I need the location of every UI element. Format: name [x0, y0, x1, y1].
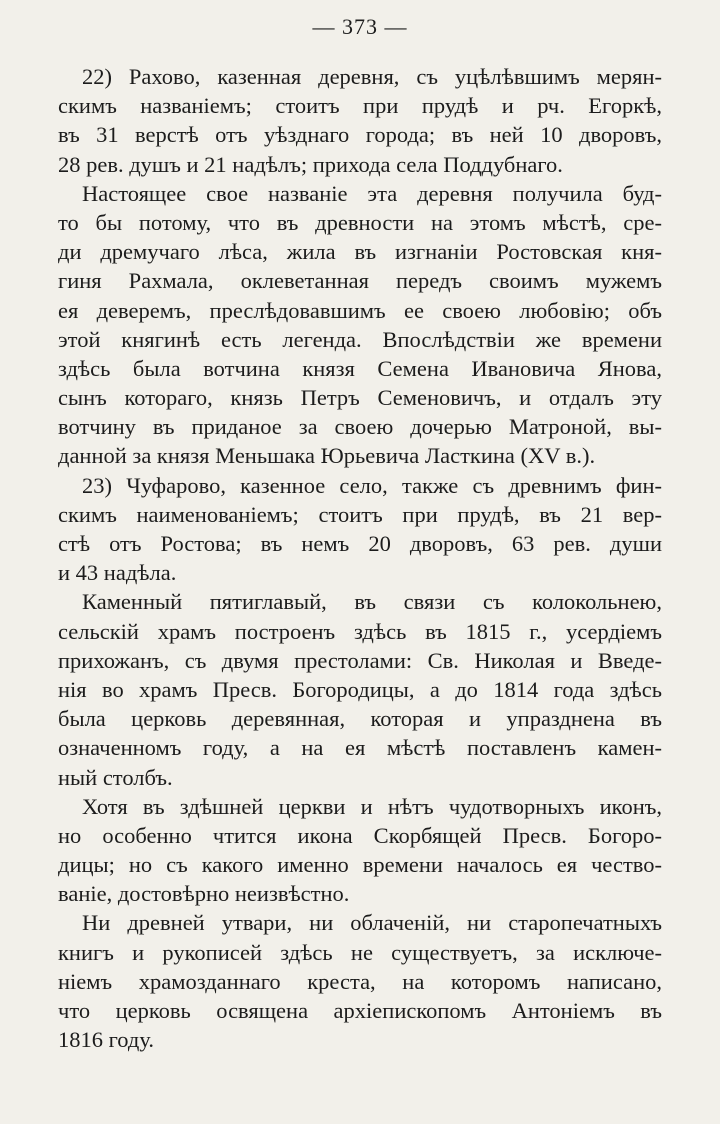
text-line: гиня Рахмала, оклеветанная передъ своимъ мужемъ	[58, 268, 662, 294]
text-line: ный столбъ.	[58, 764, 173, 790]
text-line: сынъ котораго, князь Петръ Семеновичъ, и отдалъ эту	[58, 385, 662, 411]
text-line: скимъ названіемъ; стоитъ при прудѣ и рч. Егоркѣ,	[58, 93, 662, 119]
text-line: прихожанъ, съ двумя престолами: Св. Николая и Введе-	[58, 647, 662, 673]
text-line: 22) Рахово, казенная деревня, съ уцѣлѣвшимъ мерян-	[82, 64, 662, 89]
text-line: ея деверемъ, преслѣдовавшимъ ее своею любовію; объ	[58, 297, 662, 323]
text-line: ніемъ храмозданнаго креста, на которомъ написано,	[58, 968, 662, 994]
text-line: 1816 году.	[58, 1027, 154, 1053]
text-line: сельскій храмъ построенъ здѣсь въ 1815 г., усердіемъ	[58, 618, 662, 644]
text-line: но особенно чтится икона Скорбящей Пресв. Богоро-	[58, 822, 662, 848]
text-line: Ни древней утвари, ни облаченій, ни старопечатныхъ	[82, 910, 662, 936]
text-line: Хотя въ здѣшней церкви и нѣтъ чудотворныхъ иконъ,	[82, 793, 662, 819]
text-line: и 43 надѣла.	[58, 560, 177, 586]
text-line: Каменный пятиглавый, въ связи съ колокольнею,	[82, 589, 662, 615]
text-line: этой княгинѣ есть легенда. Впослѣдствіи же времени	[58, 326, 662, 352]
text-line: дицы; но съ какого именно времени началось ея чество-	[58, 852, 662, 878]
text-line: стѣ отъ Ростова; въ немъ 20 дворовъ, 63 рев. души	[58, 531, 662, 556]
text-line: была церковь деревянная, которая и упразднена въ	[58, 706, 662, 732]
text-line: означенномъ году, а на ея мѣстѣ поставленъ камен-	[58, 735, 662, 761]
text-line: скимъ наименованіемъ; стоитъ при прудѣ, въ 21 вер-	[58, 501, 662, 527]
text-line: что церковь освящена архіепископомъ Антоніемъ въ	[58, 998, 662, 1023]
text-line: ваніе, достовѣрно неизвѣстно.	[58, 881, 350, 907]
text-line: данной за князя Меньшака Юрьевича Ласткина (XV в.).	[58, 443, 596, 469]
text-line: вотчину въ приданое за своею дочерью Матроной, вы-	[58, 414, 662, 440]
text-line: ди дремучаго лѣса, жила въ изгнаніи Ростовская кня-	[58, 239, 662, 265]
body-text	[58, 62, 662, 1054]
text-line: Настоящее свое названіе эта деревня получила буд-	[82, 180, 662, 206]
text-line: въ 31 верстѣ отъ уѣзднаго города; въ ней 10 дворовъ,	[58, 122, 662, 148]
text-line: 23) Чуфарово, казенное село, также съ древнимъ фин-	[82, 472, 662, 498]
text-line: 28 рев. душъ и 21 надѣлъ; прихода села Поддубнаго.	[58, 151, 563, 177]
text-line: книгъ и рукописей здѣсь не существуетъ, за исключе-	[58, 939, 662, 965]
text-line: здѣсь была вотчина князя Семена Ивановича Янова,	[58, 355, 662, 381]
page-number: — 373 —	[312, 14, 408, 39]
text-line: нія во храмъ Пресв. Богородицы, а до 1814 года здѣсь	[58, 676, 662, 702]
text-line: то бы потому, что въ древности на этомъ мѣстѣ, сре-	[58, 209, 662, 235]
